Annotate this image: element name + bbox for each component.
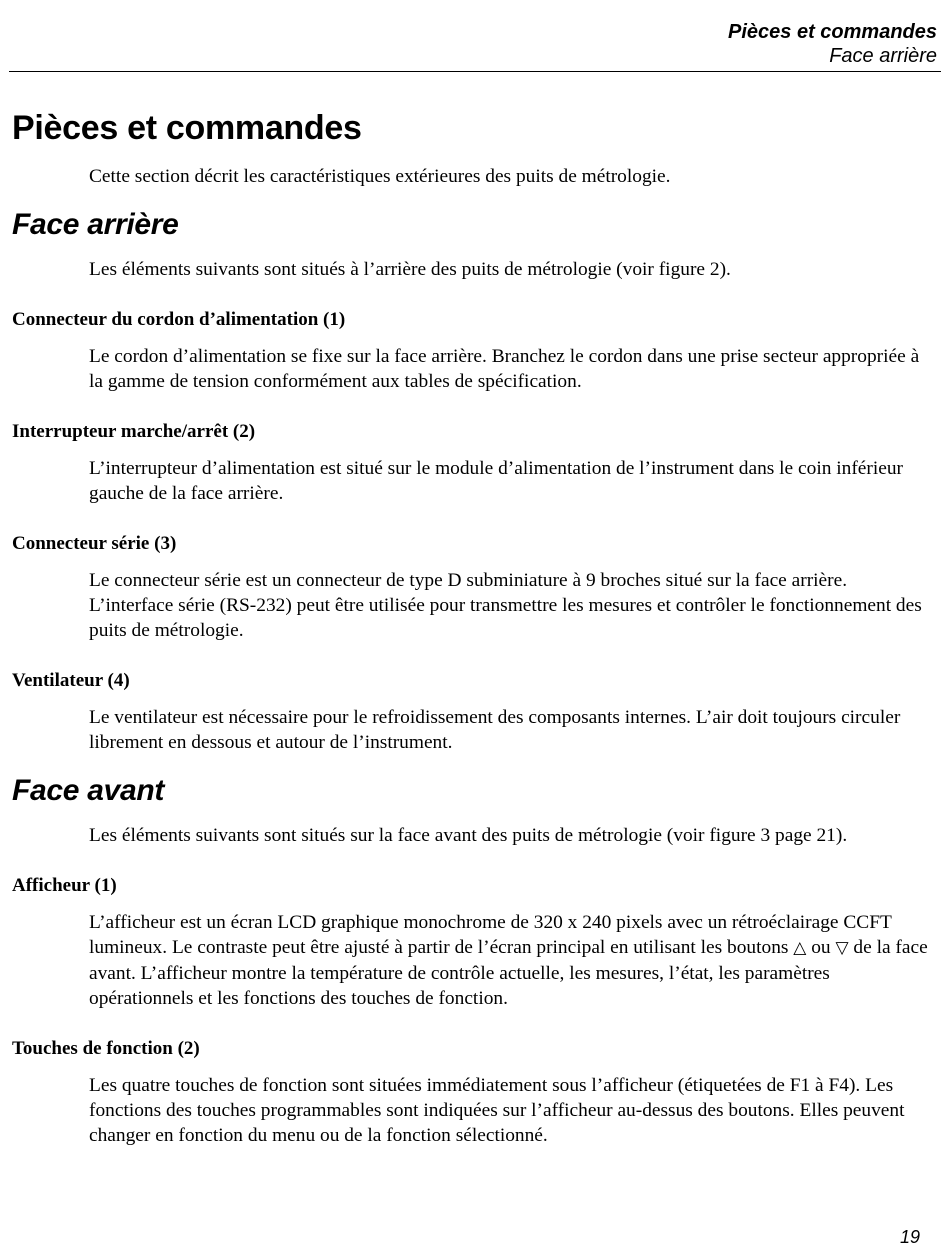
running-header-section: Face arrière [829,45,937,67]
power-cord-connector-heading: Connecteur du cordon d’alimentation (1) [12,309,346,330]
page-number: 19 [899,1227,920,1247]
up-arrow-icon: △ [793,938,807,958]
page-body [12,108,932,1148]
display-text [89,910,932,1011]
front-panel-heading: Face avant [12,774,165,807]
function-keys-text: Les quatre touches de fonction sont situées immédiatement sous l’afficheur (étiquetées de F1 à F4). Les fonctions des touches programmables sont indiquées sur l’afficheur au-dessus des boutons. Elles peuvent changer en fonction du menu ou de la fonction sélectionné. [89,1075,905,1146]
rear-panel-intro: Les éléments suivants sont situés à l’arrière des puits de métrologie (voir figure 2). [89,259,731,280]
intro-paragraph: Cette section décrit les caractéristiques extérieures des puits de métrologie. [89,166,671,187]
fan-text: Le ventilateur est nécessaire pour le refroidissement des composants internes. L’air doit toujours circuler librement en dessous et autour de l’instrument. [89,707,901,753]
serial-connector-text: Le connecteur série est un connecteur de type D subminiature à 9 broches situé sur la face arrière. L’interface série (RS-232) peut être utilisée pour transmettre les mesures et contrôler le fonctionnement des puits de métrologie. [89,570,922,641]
down-arrow-icon: ▽ [835,938,849,958]
display-text-part2: de la face avant. L’afficheur montre la température de contrôle actuelle, les mesures, l’état, les paramètres opérationnels et les fonctions des touches de fonction. [89,937,928,1009]
power-cord-connector-text: Le cordon d’alimentation se fixe sur la face arrière. Branchez le cordon dans une prise secteur appropriée à la gamme de tension conformément aux tables de spécification. [89,346,920,392]
header-rule [9,71,941,72]
power-switch-text: L’interrupteur d’alimentation est situé sur le module d’alimentation de l’instrument dans le coin inférieur gauche de la face arrière. [89,458,903,504]
front-panel-intro: Les éléments suivants sont situés sur la face avant des puits de métrologie (voir figure 3 page 21). [89,825,848,846]
power-switch-heading: Interrupteur marche/arrêt (2) [12,421,256,442]
display-text-or: ou [811,937,831,958]
display-text-part1: L’afficheur est un écran LCD graphique monochrome de 320 x 240 pixels avec un rétroéclairage CCFT lumineux. Le contraste peut être ajusté à partir de l’écran principal en utilisant les boutons [89,912,892,958]
running-header-chapter: Pièces et commandes [728,21,937,43]
display-heading: Afficheur (1) [12,875,117,896]
fan-heading: Ventilateur (4) [12,670,130,691]
running-header [728,20,937,68]
function-keys-heading: Touches de fonction (2) [12,1038,200,1059]
rear-panel-heading: Face arrière [12,208,179,241]
serial-connector-heading: Connecteur série (3) [12,533,177,554]
page-title: Pièces et commandes [12,109,362,147]
